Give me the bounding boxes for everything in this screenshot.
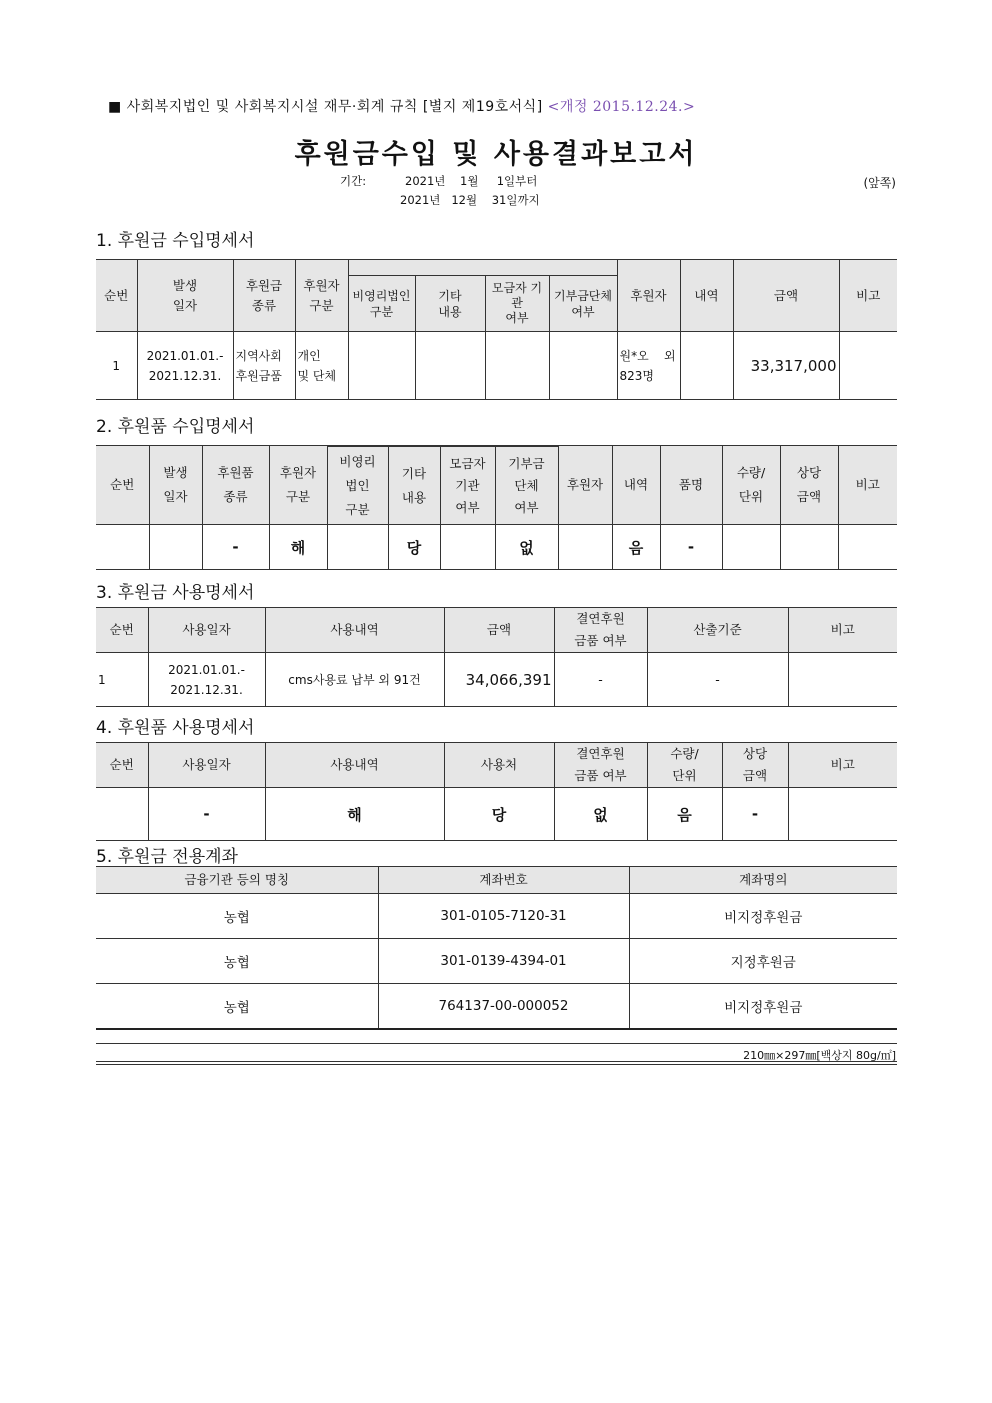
header-org: 기부금 단체 여부 — [495, 447, 558, 525]
header-note: 비고 — [788, 743, 897, 788]
header-account: 계좌번호 — [378, 867, 629, 894]
cell-detail — [680, 332, 733, 400]
cell-holder: 비지정후원금 — [629, 894, 897, 939]
header-linked: 결연후원 금품 여부 — [554, 743, 647, 788]
header-type: 후원금 종류 — [233, 260, 295, 332]
cell-desc: 해 — [265, 788, 444, 841]
header-no-text: 순번 — [104, 287, 129, 303]
cell-donor: 원*오 외 823명 — [617, 332, 680, 400]
cell-desc: cms사용료 납부 외 91건 — [265, 653, 444, 707]
header-no: 순번 — [96, 446, 149, 525]
table-row — [96, 332, 897, 400]
section4-title: 4. 후원품 사용명세서 — [96, 718, 255, 738]
cell-org — [549, 332, 617, 400]
header-date: 발생 일자 — [149, 446, 202, 525]
header-type: 후원품 종류 — [202, 446, 269, 525]
paper-spec: 210㎜×297㎜[백상지 80g/㎡] — [743, 1049, 896, 1062]
section1-title: 1. 후원금 수입명세서 — [96, 231, 255, 251]
section5-title: 5. 후원금 전용계좌 — [96, 847, 238, 867]
footer-rule-bottom — [96, 1061, 897, 1062]
period-from: 2021년 1월 1일부터 — [405, 174, 538, 188]
cell-date: - — [148, 788, 265, 841]
cell-donor-type: 해 — [269, 525, 327, 570]
cell-bank: 농협 — [96, 984, 378, 1030]
cell-value — [780, 525, 838, 570]
header-other: 기타 내용 — [415, 276, 485, 332]
header-value: 상당 금액 — [780, 446, 838, 525]
header-nonprofit: 비영리법인 구분 — [348, 276, 415, 332]
header-date: 사용일자 — [148, 608, 265, 653]
table-row — [96, 894, 897, 939]
goods-income-table — [96, 445, 897, 570]
header-donor-type: 후원자 구분 — [295, 260, 348, 332]
cell-account: 764137-00-000052 — [378, 984, 629, 1030]
header-donor: 후원자 — [558, 446, 612, 525]
cell-holder: 비지정후원금 — [629, 984, 897, 1030]
header-org: 기부금단체 여부 — [549, 276, 617, 332]
header-value: 상당 금액 — [722, 743, 788, 788]
header-amount: 금액 — [733, 260, 839, 332]
cell-org: 없 — [495, 525, 558, 570]
cell-donor — [558, 525, 612, 570]
header-bank: 금융기관 등의 명칭 — [96, 867, 378, 894]
donation-income-table — [96, 259, 897, 400]
page-title: 후원금수입 및 사용결과보고서 — [294, 139, 698, 170]
cell-date: 2021.01.01.- 2021.12.31. — [137, 332, 233, 400]
cell-linked: 없 — [554, 788, 647, 841]
cell-place: 당 — [444, 788, 554, 841]
table-row — [96, 653, 897, 707]
header-no: 순번 — [96, 743, 148, 788]
cell-linked: - — [554, 653, 647, 707]
header-place: 사용처 — [444, 743, 554, 788]
header-basis: 산출기준 — [647, 608, 788, 653]
header-holder: 계좌명의 — [629, 867, 897, 894]
cell-no: 1 — [96, 332, 137, 400]
cell-date — [149, 525, 202, 570]
cell-other: 당 — [388, 525, 440, 570]
cell-type: 지역사회 후원금품 — [233, 332, 295, 400]
header-item: 품명 — [660, 446, 722, 525]
front-page-mark: (앞쪽) — [863, 176, 896, 190]
header-qty: 수량/ 단위 — [647, 743, 722, 788]
cell-fundraiser — [485, 332, 549, 400]
cell-item: - — [660, 525, 722, 570]
header-note: 비고 — [839, 260, 897, 332]
cell-note — [788, 788, 897, 841]
header-qty: 수량/ 단위 — [722, 446, 780, 525]
cell-note — [839, 332, 897, 400]
cell-value: - — [722, 788, 788, 841]
header-no: 순번 — [96, 608, 148, 653]
header-desc: 사용내역 — [265, 743, 444, 788]
header-note: 비고 — [788, 608, 897, 653]
table-row — [96, 525, 897, 570]
cell-bank: 농협 — [96, 894, 378, 939]
header-date: 사용일자 — [148, 743, 265, 788]
revision-date: <개정 2015.12.24.> — [547, 99, 696, 115]
header-group — [348, 260, 617, 276]
section3-title: 3. 후원금 사용명세서 — [96, 583, 255, 603]
cell-bank: 농협 — [96, 939, 378, 984]
table-row — [96, 788, 897, 841]
header-amount: 금액 — [444, 608, 554, 653]
table-row — [96, 939, 897, 984]
donation-usage-table — [96, 607, 897, 707]
cell-account: 301-0139-4394-01 — [378, 939, 629, 984]
section2-title: 2. 후원품 수입명세서 — [96, 417, 255, 437]
header-donor-type: 후원자 구분 — [269, 446, 327, 525]
cell-no: 1 — [96, 653, 148, 707]
cell-note — [788, 653, 897, 707]
header-fundraiser: 모금자 기관 여부 — [440, 447, 495, 525]
period-label: 기간: — [340, 174, 367, 188]
cell-no — [96, 788, 148, 841]
cell-other — [415, 332, 485, 400]
header-detail: 내역 — [680, 260, 733, 332]
cell-holder: 지정후원금 — [629, 939, 897, 984]
footer-rule-double — [96, 1064, 897, 1065]
header-detail: 내역 — [612, 446, 660, 525]
header-date: 발생 일자 — [137, 260, 233, 332]
period-to: 2021년 12월 31일까지 — [400, 193, 540, 207]
cell-fundraiser — [440, 525, 495, 570]
table-row — [96, 984, 897, 1030]
header-donor: 후원자 — [617, 260, 680, 332]
cell-donor-type: 개인 및 단체 — [295, 332, 348, 400]
cell-type: - — [202, 525, 269, 570]
header-nonprofit: 비영리 법인 구분 — [327, 447, 388, 525]
cell-account: 301-0105-7120-31 — [378, 894, 629, 939]
bank-account-table — [96, 866, 897, 1030]
goods-usage-table — [96, 742, 897, 841]
header-fundraiser: 모금자 기 관 여부 — [485, 276, 549, 332]
cell-basis: - — [647, 653, 788, 707]
cell-no — [96, 525, 149, 570]
header-no — [96, 260, 137, 332]
cell-nonprofit — [348, 332, 415, 400]
cell-note — [838, 525, 897, 570]
header-other: 기타 내용 — [388, 447, 440, 525]
cell-nonprofit — [327, 525, 388, 570]
cell-detail: 음 — [612, 525, 660, 570]
footer-rule-top — [96, 1043, 897, 1044]
cell-amount: 33,317,000 — [733, 332, 839, 400]
form-reference-text: ■ 사회복지법인 및 사회복지시설 재무·회계 규칙 [별지 제19호서식] — [108, 99, 543, 115]
form-reference — [108, 96, 695, 116]
header-desc: 사용내역 — [265, 608, 444, 653]
cell-amount: 34,066,391 — [444, 653, 554, 707]
cell-qty — [722, 525, 780, 570]
header-linked: 결연후원 금품 여부 — [554, 608, 647, 653]
header-note: 비고 — [838, 446, 897, 525]
cell-qty: 음 — [647, 788, 722, 841]
cell-date: 2021.01.01.- 2021.12.31. — [148, 653, 265, 707]
